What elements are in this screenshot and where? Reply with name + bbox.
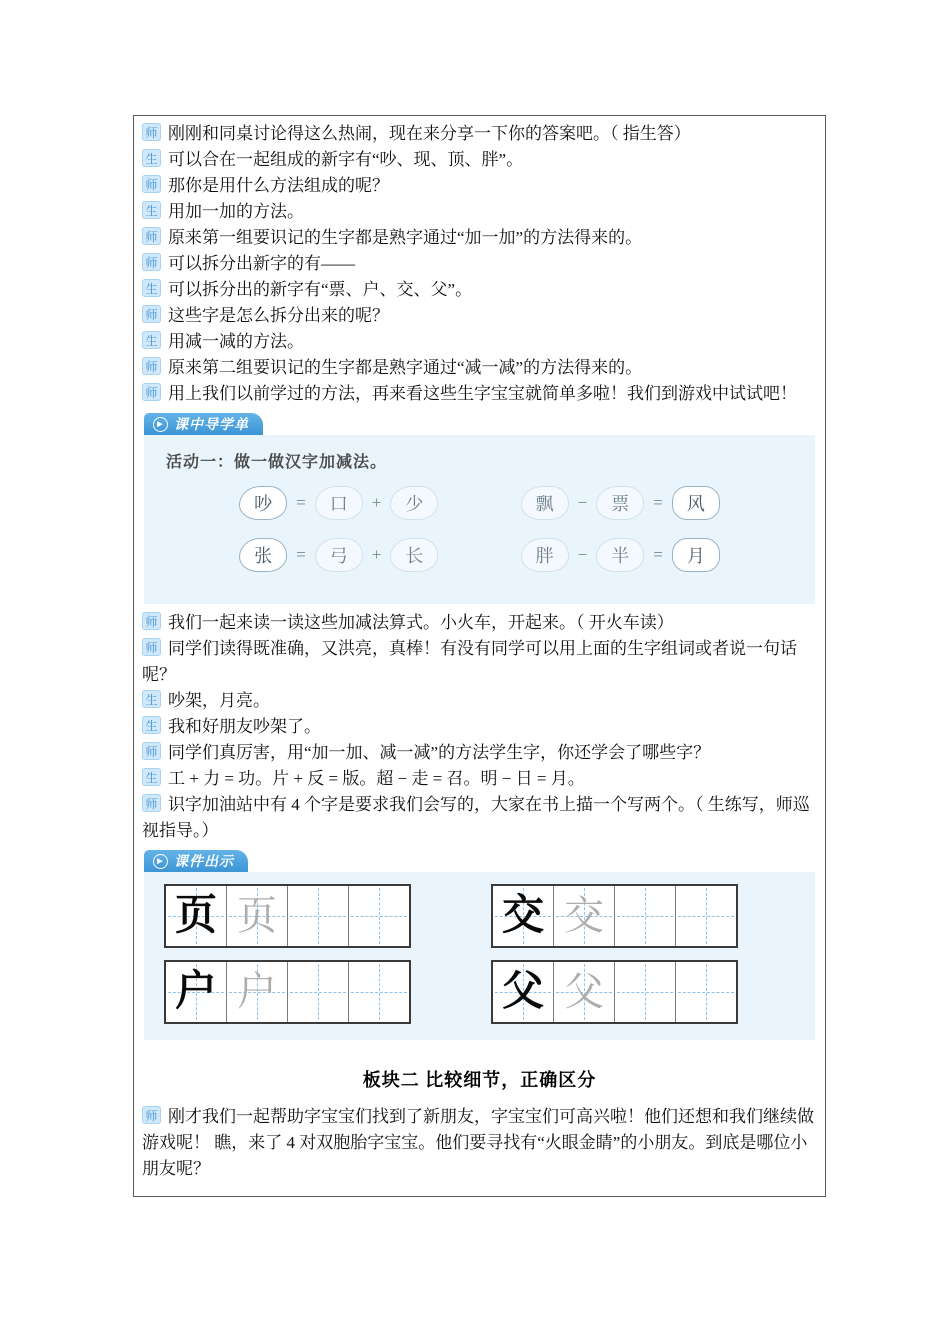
operator: +: [371, 493, 382, 512]
operator: −: [577, 545, 588, 564]
speaker-badge: 生: [142, 331, 161, 349]
grid-cell: [166, 886, 227, 946]
grid-cell: [349, 962, 409, 1022]
writing-grid: [491, 960, 738, 1024]
dialogue-text: 吵架，月亮。: [168, 691, 270, 710]
dialogue-line: [142, 355, 817, 381]
operator: =: [653, 493, 663, 512]
dialogue-line: [142, 199, 817, 225]
writing-grid-row: [158, 960, 801, 1024]
speaker-badge: 师: [142, 638, 161, 656]
operator: =: [296, 545, 306, 564]
panel-tab-label: 课中导学单: [174, 418, 249, 433]
dialogue-line: [142, 766, 817, 792]
dialogue-line: [142, 277, 817, 303]
dialogue-line: [142, 381, 817, 407]
dialogue-text: 刚刚和同桌讨论得这么热闹，现在来分享一下你的答案吧。（ 指生答）: [168, 124, 691, 143]
activity-title: 活动一：做一做汉字加减法。: [166, 454, 388, 471]
grid-cell: [288, 962, 349, 1022]
equation-row: [158, 538, 801, 572]
trace-character: 交: [501, 893, 544, 939]
dialogue-text: 同学们读得既准确，又洪亮，真棒！有没有同学可以用上面的生字组词或者说一句话呢？: [142, 639, 797, 684]
speaker-badge: 师: [142, 383, 161, 401]
dialogue-text: 用加一加的方法。: [168, 202, 304, 221]
dialogue-line: [142, 121, 817, 147]
section-heading: 板块二 比较细节，正确区分: [362, 1070, 597, 1090]
dialogue-text: 那你是用什么方法组成的呢？: [168, 176, 389, 195]
dialogue-text: 可以拆分出新字的有——: [168, 254, 355, 273]
grid-cell: [227, 886, 288, 946]
grid-cell: [288, 886, 349, 946]
dialogue-line: [142, 714, 817, 740]
operand-cloud: 少: [390, 486, 438, 520]
speaker-badge: 师: [142, 227, 161, 245]
operand-cloud: 口: [315, 486, 363, 520]
speaker-badge: 师: [142, 794, 161, 812]
play-icon: ▶: [153, 854, 168, 869]
panel-tab: [144, 413, 263, 435]
grid-cell: [493, 962, 554, 1022]
writing-grid-row: [158, 884, 801, 948]
grid-cell: [615, 962, 676, 1022]
grid-cell: [554, 962, 615, 1022]
writing-grid: [164, 884, 411, 948]
speaker-badge: 生: [142, 716, 161, 734]
dialogue-text: 我们一起来读一读这些加减法算式。小火车，开起来。（ 开火车读）: [168, 613, 674, 632]
equation: [239, 486, 438, 520]
writing-grid: [491, 884, 738, 948]
dialogue-line: [142, 303, 817, 329]
trace-character-faded: 交: [564, 893, 604, 938]
panel-tab-label: 课件出示: [174, 855, 234, 870]
answer-oval: 风: [672, 486, 720, 520]
answer-oval: 月: [672, 538, 720, 572]
operand-cloud: 弓: [315, 538, 363, 572]
dialogue-text: 我和好朋友吵架了。: [168, 717, 321, 736]
panel-body: [144, 872, 815, 1040]
play-icon: ▶: [153, 417, 168, 432]
panel-tab: [144, 850, 248, 872]
trace-character-faded: 父: [564, 969, 604, 1014]
dialogue-line: [142, 147, 817, 173]
dialogue-text: 识字加油站中有 4 个字是要求我们会写的，大家在书上描一个写两个。（ 生练写，师巡视指导。）: [142, 795, 810, 840]
writing-grid: [164, 960, 411, 1024]
speaker-badge: 师: [142, 123, 161, 141]
lesson-plan-table-cell: [133, 115, 826, 1197]
speaker-badge: 师: [142, 357, 161, 375]
trace-character: 页: [174, 893, 217, 939]
dialogue-line: [142, 329, 817, 355]
operator: =: [296, 493, 306, 512]
dialogue-line: [142, 688, 817, 714]
speaker-badge: 师: [142, 175, 161, 193]
operand-cloud: 飘: [521, 486, 569, 520]
operand-cloud: 半: [596, 538, 644, 572]
trace-character-faded: 户: [237, 969, 277, 1014]
operator: =: [653, 545, 663, 564]
speaker-badge: 师: [142, 1106, 161, 1124]
speaker-badge: 生: [142, 149, 161, 167]
panel-courseware: [144, 850, 815, 1040]
panel-lesson-guide: [144, 413, 815, 604]
dialogue-text: 用减一减的方法。: [168, 332, 304, 351]
operand-cloud: 长: [390, 538, 438, 572]
dialogue-line: [142, 610, 817, 636]
answer-cloud: 吵: [239, 486, 287, 520]
dialogue-line: [142, 792, 817, 844]
speaker-badge: 师: [142, 253, 161, 271]
dialogue-line: [142, 1104, 817, 1182]
trace-character: 父: [501, 969, 544, 1015]
speaker-badge: 师: [142, 305, 161, 323]
dialogue-text: 这些字是怎么拆分出来的呢？: [168, 306, 389, 325]
speaker-badge: 生: [142, 201, 161, 219]
dialogue-line: [142, 251, 817, 277]
grid-cell: [349, 886, 409, 946]
grid-cell: [227, 962, 288, 1022]
dialogue-line: [142, 173, 817, 199]
grid-cell: [166, 962, 227, 1022]
dialogue-text: 用上我们以前学过的方法，再来看这些生字宝宝就简单多啦！我们到游戏中试试吧！: [168, 384, 797, 403]
trace-character: 户: [174, 969, 217, 1015]
grid-cell: [676, 962, 736, 1022]
panel-body: [144, 435, 815, 604]
speaker-badge: 师: [142, 612, 161, 630]
operand-cloud: 票: [596, 486, 644, 520]
dialogue-line: [142, 740, 817, 766]
speaker-badge: 生: [142, 279, 161, 297]
dialogue-text: 同学们真厉害，用“加一加、减一减”的方法学生字，你还学会了哪些字？: [168, 743, 711, 762]
equation: [239, 538, 438, 572]
equation-row: [158, 486, 801, 520]
grid-cell: [615, 886, 676, 946]
dialogue-text: 工 + 力 = 功。片 + 反 = 版。超 − 走 = 召。明 − 日 = 月。: [168, 769, 585, 788]
grid-cell: [676, 886, 736, 946]
trace-character-faded: 页: [237, 893, 277, 938]
grid-cell: [554, 886, 615, 946]
dialogue-line: [142, 636, 817, 688]
operator: −: [577, 493, 588, 512]
speaker-badge: 生: [142, 768, 161, 786]
operator: +: [371, 545, 382, 564]
dialogue-text: 原来第一组要识记的生字都是熟字通过“加一加”的方法得来的。: [168, 228, 643, 247]
dialogue-text: 可以拆分出的新字有“票、户、交、父”。: [168, 280, 473, 299]
dialogue-text: 刚才我们一起帮助字宝宝们找到了新朋友，字宝宝们可高兴啦！他们还想和我们继续做游戏呢！ 瞧，来了 4 对双胞胎字宝宝。他们要寻找有“火眼金睛”的小朋友。到底是哪位小朋友呢？: [142, 1107, 814, 1178]
equation: [521, 486, 720, 520]
equation: [521, 538, 720, 572]
dialogue-text: 可以合在一起组成的新字有“吵、现、顶、胖”。: [168, 150, 524, 169]
answer-cloud: 张: [239, 538, 287, 572]
speaker-badge: 生: [142, 690, 161, 708]
dialogue-line: [142, 225, 817, 251]
speaker-badge: 师: [142, 742, 161, 760]
operand-cloud: 胖: [521, 538, 569, 572]
dialogue-text: 原来第二组要识记的生字都是熟字通过“减一减”的方法得来的。: [168, 358, 643, 377]
grid-cell: [493, 886, 554, 946]
